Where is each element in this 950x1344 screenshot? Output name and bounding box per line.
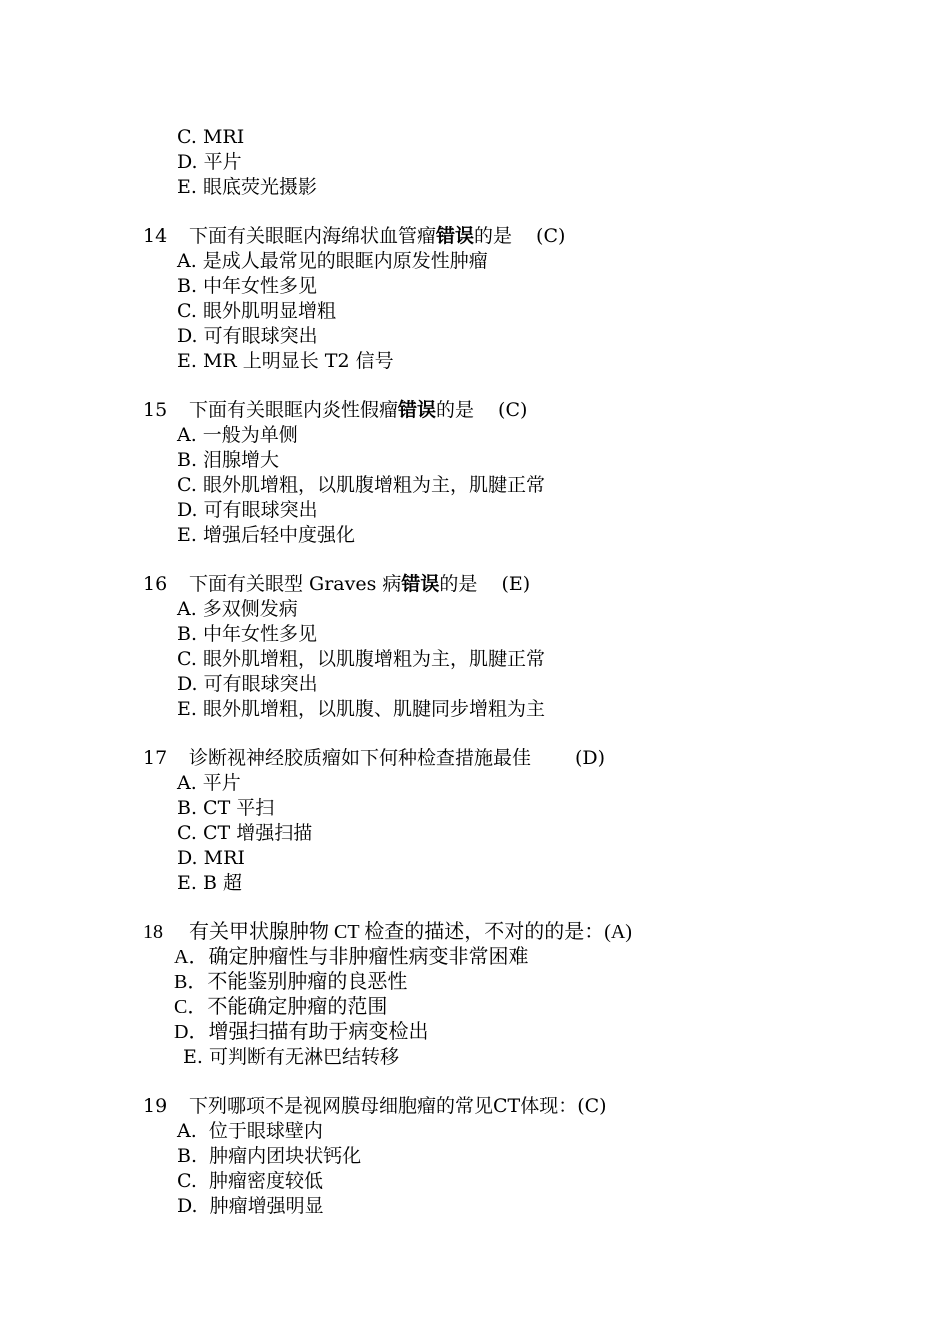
option-line: A. 是成人最常见的眼眶内原发性肿瘤 [177,250,488,272]
option-line: A. 位于眼球壁内 [177,1120,323,1142]
question-text: 下面有关眼眶内海绵状血管瘤 [189,225,437,247]
question-text-end: 的是 [474,225,513,247]
question-14 [143,224,565,249]
option-line: C. 眼外肌增粗，以肌腹增粗为主，肌腱正常 [177,648,545,670]
question-text-end: 的是 [439,573,478,595]
question-18 [143,920,632,945]
option-line: E. 可判断有无淋巴结转移 [183,1046,399,1068]
question-text: 诊断视神经胶质瘤如下何种检查措施最佳 [189,747,532,769]
option-line: B．不能鉴别肿瘤的良恶性 [174,971,408,993]
option-line: C. MRI [177,126,245,148]
option-line: E. 眼底荧光摄影 [177,176,317,198]
option-line: D. 可有眼球突出 [177,325,318,347]
option-line: E. 增强后轻中度强化 [177,524,355,546]
question-text: 下面有关眼眶内炎性假瘤 [189,399,399,421]
option-line: C. 肿瘤密度较低 [177,1170,323,1192]
option-line: C．不能确定肿瘤的范围 [174,996,388,1018]
question-answer: (C) [536,225,566,247]
option-line: D. 可有眼球突出 [177,499,318,521]
option-line: A. 一般为单侧 [177,424,298,446]
question-answer: (D) [575,747,606,769]
question-answer: (C) [498,399,528,421]
option-line: E. MR 上明显长 T2 信号 [177,350,394,372]
option-line: B. 中年女性多见 [177,623,318,645]
option-line: A. 平片 [177,772,241,794]
option-line: C. 眼外肌明显增粗 [177,300,336,322]
question-number: 19 [143,1095,168,1117]
option-line: D. 肿瘤增强明显 [177,1195,324,1217]
option-line: B. 肿瘤内团块状钙化 [177,1145,362,1167]
question-text: 下列哪项不是视网膜母细胞瘤的常见CT体现：(C) [189,1095,607,1117]
option-line: A．确定肿瘤性与非肿瘤性病变非常困难 [174,946,529,968]
question-answer: (E) [501,573,531,595]
question-17 [143,746,605,771]
option-line: B. CT 平扫 [177,797,275,819]
option-line: D．增强扫描有助于病变检出 [174,1021,429,1043]
question-number: 17 [143,747,168,769]
question-text: 有关甲状腺肿物 CT 检查的描述，不对的的是：(A) [189,921,632,943]
question-text: 下面有关眼型 Graves 病 [189,573,402,595]
option-line: E. B 超 [177,872,242,894]
question-number: 18 [143,921,163,943]
option-line: E. 眼外肌增粗，以肌腹、肌腱同步增粗为主 [177,698,545,720]
question-emphasis: 错误 [398,399,437,421]
question-number: 15 [143,399,168,421]
question-16 [143,572,530,597]
question-15 [143,398,527,423]
question-emphasis: 错误 [436,225,475,247]
option-line: C. CT 增强扫描 [177,822,313,844]
question-emphasis: 错误 [401,573,440,595]
option-line: D. 平片 [177,151,242,173]
option-line: B. 泪腺增大 [177,449,280,471]
option-line: A. 多双侧发病 [177,598,298,620]
question-number: 16 [143,573,168,595]
option-line: D. MRI [177,847,245,869]
question-19 [143,1094,607,1119]
option-line: B. 中年女性多见 [177,275,318,297]
option-line: D. 可有眼球突出 [177,673,318,695]
question-text-end: 的是 [436,399,475,421]
option-line: C. 眼外肌增粗，以肌腹增粗为主，肌腱正常 [177,474,545,496]
question-number: 14 [143,225,168,247]
